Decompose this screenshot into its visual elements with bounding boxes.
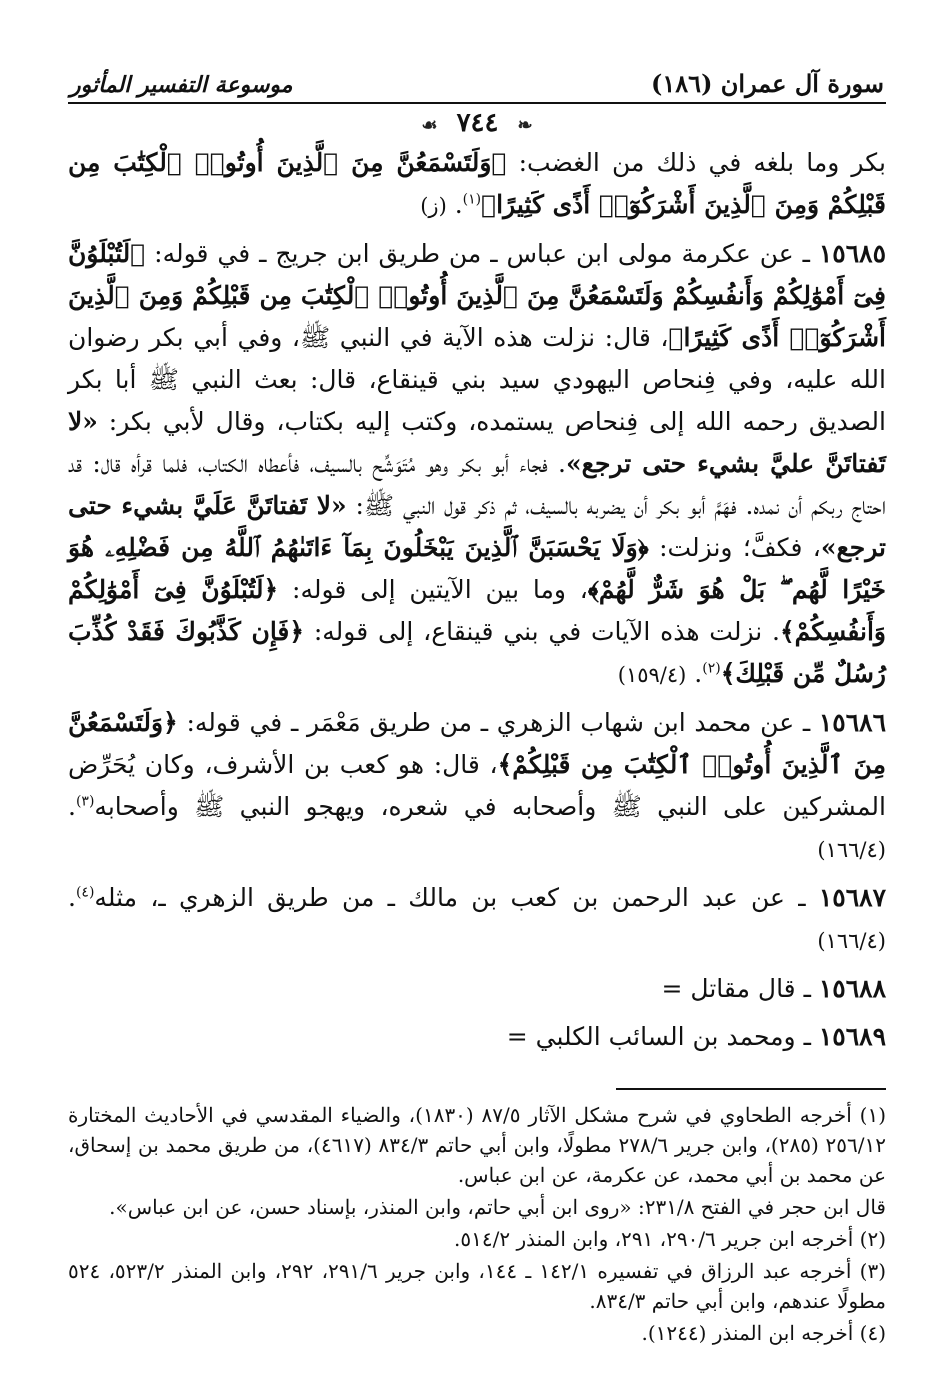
footnote-divider: [616, 1088, 886, 1090]
volume-reference: (١٦٦/٤): [817, 838, 886, 862]
footnote-marker: (١): [462, 191, 482, 208]
book-title: موسوعة التفسير المأثور: [70, 72, 293, 98]
paragraph-text: . نزلت هذه الآيات في بني قينقاع، إلى قوله:: [304, 617, 780, 646]
entry-number: ١٥٦٨٨: [818, 974, 886, 1003]
page-number-text: ٧٤٤: [456, 108, 499, 138]
paragraph-text: .: [686, 659, 703, 688]
footnote-marker: (٢): [702, 660, 721, 677]
footnote: (٣) أخرجه عبد الرزاق في تفسيره ١٤٢/١ ـ ١٤٤، وابن جرير ٢٩١/٦، ٢٩٢، وابن المنذر ٥٢٣/٢، ٥٢٤ مطولًا عندهم، وابن أبي حاتم ٨٣٤/٣.: [68, 1259, 887, 1313]
quran-verse: ﴿وَلَا يَحْسَبَنَّ ٱلَّذِينَ يَبْخَلُونَ بِمَآ ءَاتَىٰهُمُ ٱللَّهُ مِن فَضْلِهِۦ هُوَ خَيْرًا لَّهُم ۖ بَلْ هُوَ شَرٌّ لَّهُمْ﴾: [68, 533, 887, 604]
paragraph: [68, 233, 886, 696]
entry-number: ١٥٦٨٩: [818, 1022, 886, 1051]
volume-reference: (١٥٩/٤): [617, 663, 687, 687]
paragraph-text: ، فكفَّ؛ ونزلت:: [648, 533, 821, 562]
main-text: [68, 142, 886, 1058]
quran-verse: ﴿وَلَتَسْمَعُنَّ مِنَ ٱلَّذِينَ أُوتُوا۟ ٱلْكِتَٰبَ مِن قَبْلِكُمْ﴾: [68, 708, 886, 779]
entry-number: ١٥٦٨٥: [818, 239, 886, 268]
footnote: (١) أخرجه الطحاوي في شرح مشكل الآثار ٨٧/٥ (١٨٣٠)، والضياء المقدسي في الأحاديث المختارة ٢٥٦/١٢ (٢٨٥)، وابن جرير ٢٧٨/٦ مطولًا، وابن أبي حاتم ٨٣٤/٣ (٤٦١٧)، من طريق محمد بن إسحاق، عن محمد بن أبي محمد، عن عكرمة، عن ابن عباس.: [68, 1103, 886, 1187]
paragraph: [68, 702, 886, 871]
paragraph-text: . فجاء أبو بكر وهو مُتَوَشِّح بالسيف، فأعطاه الكتاب، فلما قرأه قال: قد احتاج ربكم أن نمده. فهَمَّ أبو بكر أن يضربه بالسيف، ثم ذكر قول النبي ﷺ:: [68, 449, 887, 520]
paragraph-text: ، قال: هو كعب بن الأشرف، وكان يُحَرِّض المشركين على النبي ﷺ وأصحابه في شعره، ويهجو النبي ﷺ وأصحابه: [68, 750, 886, 821]
page-number: [68, 106, 886, 140]
page-header: [68, 58, 886, 104]
paragraph-text: .: [68, 883, 76, 912]
quran-verse: ﴿فَإِن كَذَّبُوكَ فَقَدْ كُذِّبَ رُسُلٌ مِّن قَبْلِكَ﴾: [68, 617, 886, 688]
paragraph-text: ، قال: نزلت هذه الآية في النبي ﷺ، وفي أبي بكر رضوان الله عليه، وفي فِنحاص اليهودي سيد بني قينقاع، قال: بعث النبي ﷺ أبا بكر الصديق رحمه الله إلى فِنحاص يستمده، وكتب إليه بكتاب، وقال لأبي بكر:: [68, 323, 886, 436]
footnote: (٢) أخرجه ابن جرير ٢٩٠/٦، ٢٩١، وابن المنذر ٥١٤/٢.: [454, 1227, 886, 1251]
paragraph: [68, 1016, 886, 1058]
ornament-icon: ☙: [421, 115, 438, 136]
quran-verse: ﴿لَتُبْلَوُنَّ فِىٓ أَمْوَٰلِكُمْ وَأَنفُسِكُمْ﴾: [68, 575, 887, 646]
entry-number: ١٥٦٨٧: [818, 883, 886, 912]
paragraph-text: بكر وما بلغه في ذلك من الغضب:: [506, 148, 886, 177]
quran-verse: ﴿وَلَتَسْمَعُنَّ مِنَ ٱلَّذِينَ أُوتُوا۟ ٱلْكِتَٰبَ مِن قَبْلِكُمْ وَمِنَ ٱلَّذِينَ أَشْرَكُوٓا۟ أَذًى كَثِيرًا﴾: [68, 148, 886, 219]
paragraph: [68, 877, 886, 962]
paragraph-text: .: [68, 792, 76, 821]
footnote-marker: (٣): [75, 793, 95, 810]
paragraph-text: ـ ومحمد بن السائب الكلبي =: [506, 1022, 819, 1051]
paragraph-text: ـ قال مقاتل =: [661, 974, 819, 1003]
surah-title: سورة آل عمران (١٨٦): [651, 69, 884, 98]
quran-verse: ﴿لَتُبْلَوُنَّ فِىٓ أَمْوَٰلِكُمْ وَأَنفُسِكُمْ وَلَتَسْمَعُنَّ مِنَ ٱلَّذِينَ أُوتُوا۟ ٱلْكِتَٰبَ مِن قَبْلِكُمْ وَمِنَ ٱلَّذِينَ أَشْرَكُوٓا۟ أَذًى كَثِيرًا﴾: [68, 239, 886, 352]
footnote-marker: (٤): [75, 884, 95, 901]
hadith-quote: «لا تَفتاتَنَّ عَلَيَّ بشيء حتى ترجع»: [68, 491, 886, 562]
footnote: (٤) أخرجه ابن المنذر (١٢٤٤).: [641, 1321, 886, 1345]
ornament-icon: ❧: [517, 115, 533, 136]
paragraph-text: ـ عن عكرمة مولى ابن عباس ـ من طريق ابن جريج ـ في قوله:: [145, 239, 819, 268]
hadith-quote: «لا تَفتاتَنَّ عليَّ بشيء حتى ترجع»: [68, 407, 886, 478]
paragraph-text: ـ عن محمد ابن شهاب الزهري ـ من طريق مَعْمَر ـ في قوله:: [177, 708, 819, 737]
volume-reference: (ز): [420, 194, 447, 218]
paragraph-text: .: [446, 190, 463, 219]
footnotes: [68, 1100, 886, 1348]
paragraph-text: ، وما بين الآيتين إلى قوله:: [278, 575, 588, 604]
paragraph: [68, 142, 886, 227]
volume-reference: (١٦٦/٤): [817, 929, 886, 953]
paragraph-text: ـ عن عبد الرحمن بن كعب بن مالك ـ من طريق الزهري ـ، مثله: [94, 883, 819, 912]
footnote: قال ابن حجر في الفتح ٢٣١/٨: «روى ابن أبي حاتم، وابن المنذر، بإسناد حسن، عن ابن عباس».: [109, 1195, 886, 1219]
entry-number: ١٥٦٨٦: [818, 708, 886, 737]
paragraph: [68, 968, 886, 1010]
book-page: [68, 58, 886, 1358]
